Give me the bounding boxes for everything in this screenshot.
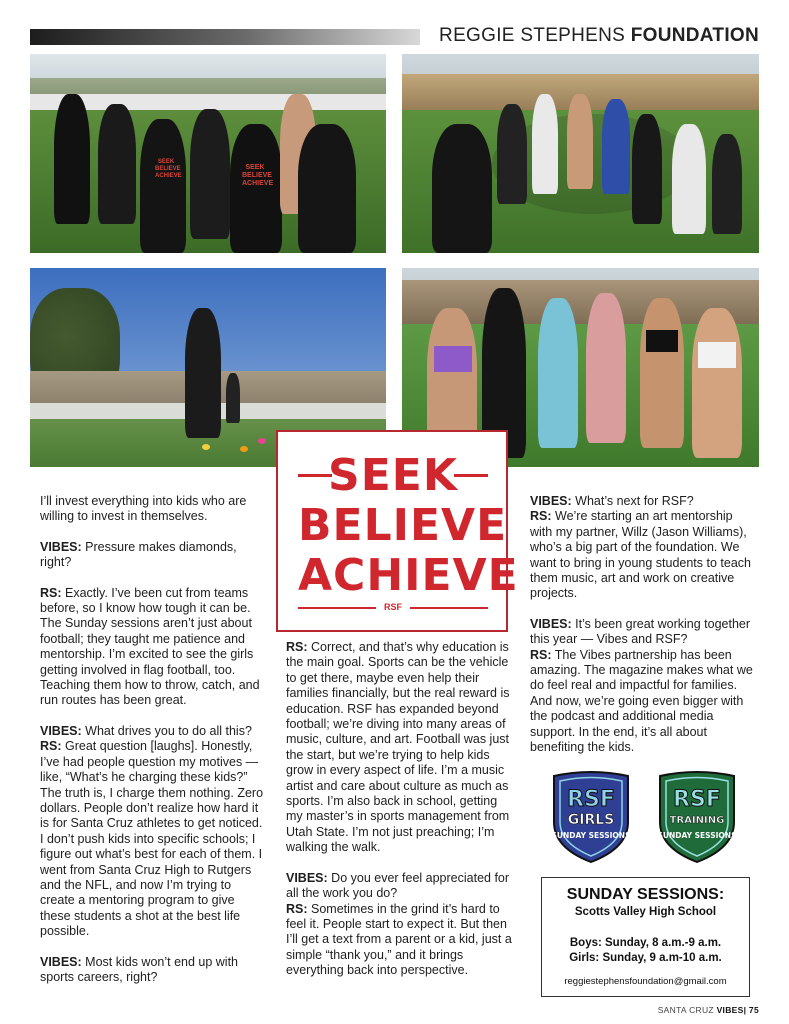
paragraph: VIBES: It’s been great working together this year — Vibes and RSF? — [530, 616, 751, 647]
header-gradient-bar — [30, 29, 420, 45]
badge2-bottom: SUNDAY SESSIONS — [657, 831, 737, 840]
sessions-girls: Girls: Sunday, 9 a.m-10 a.m. — [569, 952, 722, 964]
paragraph: VIBES: Most kids won’t end up with sports careers, right? — [40, 954, 239, 984]
paragraph: RS: Sometimes in the grind it’s hard to feel it. People start to expect it. But then I’ll get a text from a parent or a kid, just a simple “thank you,” and it brings everything back into perspective. — [286, 901, 512, 978]
logo-line-achieve: ACHIEVE — [298, 550, 519, 601]
paragraph: RS: We’re starting an art mentorship with my partner, Willz (Jason Williams), who’s a big part of the foundation. We want to bring in young students to teach them music, art and work on creative projects. — [530, 509, 751, 601]
interview-column-1 — [40, 494, 266, 1000]
seek-believe-achieve-logo — [276, 430, 519, 632]
paragraph: VIBES: Do you ever feel appreciated for all the work you do? — [286, 870, 510, 901]
badge2-top: RSF — [673, 787, 721, 812]
page-footer — [658, 1005, 759, 1015]
sunday-sessions-box — [541, 877, 750, 997]
photo-team-shirts: SEEK BELIEVE ACHIEVE SEEK BELIEVE ACHIEVE — [30, 54, 386, 253]
sessions-email: reggiestephensfoundation@gmail.com — [564, 976, 727, 987]
badge1-top: RSF — [567, 787, 615, 812]
sessions-title: SUNDAY SESSIONS: — [566, 886, 725, 903]
footer-brand: VIBES — [716, 1005, 744, 1015]
paragraph: RS: Exactly. I’ve been cut from teams before, so I know how tough it can be. The Sunday sessions aren’t just about football; they taught me patience and mentorship. I’m excited to see the girls getting involved in flag football, too. Teaching them how to throw, catch, and run routes has been great. — [40, 585, 260, 708]
logo-rsf-tag: RSF — [384, 602, 402, 612]
interview-column-3 — [530, 494, 756, 771]
interview-column-2 — [286, 640, 512, 994]
header-title-light: REGGIE STEPHENS — [439, 25, 626, 46]
sessions-boys: Boys: Sunday, 8 a.m.-9 a.m. — [569, 937, 722, 949]
footer-page-number: | 75 — [743, 1005, 759, 1015]
logo-line-seek: SEEK — [328, 450, 458, 501]
badge2-mid: TRAINING — [669, 815, 725, 826]
rsf-training-badge — [654, 770, 740, 864]
header-title-bold: FOUNDATION — [630, 25, 759, 46]
header-title — [439, 25, 759, 47]
paragraph: I’ll invest everything into kids who are willing to invest in themselves. — [40, 494, 247, 524]
paragraph: VIBES: What’s next for RSF? — [530, 494, 694, 508]
rsf-girls-badge — [548, 770, 634, 864]
logo-line-believe: BELIEVE — [298, 500, 508, 551]
paragraph: VIBES: Pressure makes diamonds, right? — [40, 539, 237, 570]
paragraph: RS: Correct, and that’s why education is the main goal. Sports can be the vehicle to get there, maybe even help their families financially, but the real reward is education. RSF has expanded beyond football; we’re diving into many areas of music, culture, and art. Football was just the start, but we’re trying to help kids grow in every aspect of life. I’m a music artist and care about culture as much as sports. I’m also back in school, getting my master’s in sports management from Utah State. I’m not just preaching; I’m walking the walk. — [286, 640, 510, 855]
badge1-bottom: SUNDAY SESSIONS — [551, 831, 631, 840]
photo-huddle — [402, 54, 759, 253]
badge1-mid: GIRLS — [567, 812, 615, 828]
paragraph: VIBES: What drives you to do all this? — [40, 723, 252, 738]
paragraph: RS: The Vibes partnership has been amazing. The magazine makes what we do feel real and impactful for families. And now, we’re going even bigger with the podcast and additional media support. In the end, it’s all about benefiting the kids. — [530, 647, 753, 755]
footer-publication: SANTA CRUZ — [657, 1005, 714, 1015]
paragraph: RS: Great question [laughs]. Honestly, I’ve had people question my motives — like, “What’s he charging these kids?” The truth is, I charge them nothing. Zero dollars. People don’t realize how hard it is for Santa Cruz athletes to get noticed. I don’t push kids into specific schools; I figure out what’s best for each of them. I went from Santa Cruz High to Rutgers and the NFL, and now I’m trying to create a mentoring program to give these students a shot at the best life possible. — [40, 739, 264, 939]
sessions-school: Scotts Valley High School — [574, 906, 717, 918]
